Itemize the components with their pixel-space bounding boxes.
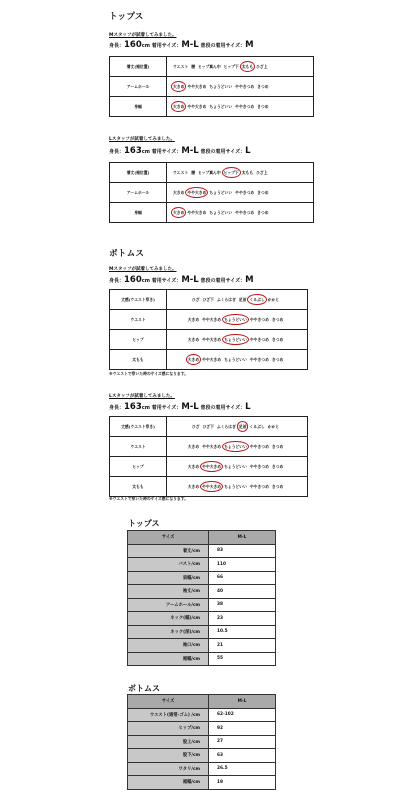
fit-row [110,97,314,117]
measure-value: 38 [209,598,276,612]
tops-m-meta: 身長：160cm 着用サイズ：M-L 普段の着用サイズ：M [109,40,254,50]
measure-key: 裾幅/cm [128,776,209,790]
bottoms-measure-title: ボトムス [128,684,160,693]
table-row [128,585,276,599]
measure-key: 股上/cm [128,735,209,749]
fit-option: きつめ [271,356,284,362]
measure-value: 62-102 [209,708,276,722]
fit-option: ややきつめ [235,103,255,109]
fit-option: きつめ [257,209,269,215]
fit-option: ちょうどいい [209,189,233,195]
fit-option: きつめ [271,443,284,449]
fit-option: きつめ [271,336,284,342]
fit-option: やや大きめ [202,463,222,469]
table-row [128,735,276,749]
fit-option: 太もも [241,169,254,175]
fit-option: ややきつめ [249,336,269,342]
fit-option: ひざ [191,296,200,302]
fit-option: ヒップ真ん中 [197,169,221,175]
fit-option: ちょうどいい [209,103,233,109]
measure-value: 23 [209,612,276,626]
measure-key: 着丈/cm [128,544,209,558]
bottoms-measure-table [127,694,276,790]
table-header-row [128,531,276,545]
fit-option: 大きめ [187,356,200,362]
fit-option: やや大きめ [202,443,222,449]
fit-option: ややきつめ [235,83,255,89]
table-row [128,612,276,626]
tops-l-meta: 身長：163cm 着用サイズ：M-L 普段の着用サイズ：L [109,146,251,156]
fit-option: 太もも [241,63,254,69]
header-size: サイズ [128,695,209,709]
fit-option: きつめ [257,83,269,89]
fit-row [110,203,314,223]
fit-option: ちょうどいい [224,336,247,342]
fit-option: 足首 [238,296,247,302]
bottoms-m-staff-title: Mスタッフが試着してみました。 [109,267,177,272]
table-row [128,571,276,585]
measure-value: 19 [209,776,276,790]
fit-option: 大きめ [187,316,200,322]
bottoms-m-fit-table [109,289,308,370]
fit-option: やや大きめ [202,356,222,362]
table-row [128,776,276,790]
fit-option: きつめ [271,316,284,322]
fit-options [167,417,308,437]
fit-options [167,290,308,310]
measure-key: 裾幅/cm [128,652,209,666]
fit-option: ひざ上 [256,63,268,69]
fit-row-label: アームホール [110,183,167,203]
fit-options [167,163,314,183]
header-ml: M-L [209,695,276,709]
fit-row-label: 太もも [110,350,167,370]
fit-row-label: 着丈(裾位置) [110,163,167,183]
measure-value: 26.5 [209,762,276,776]
fit-row [110,350,308,370]
measure-value: 66 [209,571,276,585]
fit-option: やや大きめ [187,189,207,195]
fit-options [167,437,308,457]
tops-measure-table [127,530,276,666]
header-size: サイズ [128,531,209,545]
fit-option: ややきつめ [235,209,255,215]
fit-option: 大きめ [173,209,185,215]
fit-row-label: 丈感(ウエスト穿き) [110,290,167,310]
fit-row-label: ウエスト [110,310,167,330]
fit-row [110,310,308,330]
fit-options [167,477,308,497]
fit-option: かかと [267,423,280,429]
table-row [128,722,276,736]
fit-row [110,417,308,437]
fit-options [167,310,308,330]
fit-row-label: ヒップ [110,457,167,477]
fit-option: ややきつめ [249,483,269,489]
fit-option: ちょうどいい [224,316,247,322]
fit-row [110,457,308,477]
fit-option: ふくらはぎ [216,296,236,302]
fit-option: やや大きめ [202,316,222,322]
measure-key: 肩幅/cm [128,571,209,585]
fit-row-label: 身幅 [110,203,167,223]
measure-key: 袖丈/cm [128,585,209,599]
tops-l-fit-table [109,162,314,223]
measure-value: 55 [209,652,276,666]
fit-option: ちょうどいい [224,356,247,362]
fit-row-label: 身幅 [110,97,167,117]
bottoms-l-fit-table [109,416,308,497]
fit-option: ちょうどいい [224,443,247,449]
fit-options [167,97,314,117]
fit-option: ややきつめ [235,189,255,195]
table-row [128,598,276,612]
bottoms-section-title: ボトムス [109,249,145,259]
fit-option: 腰 [191,169,195,175]
tops-m-fit-table [109,56,314,117]
measure-key: 股下/cm [128,749,209,763]
fit-option: ひざ下 [202,296,214,302]
fit-options [167,330,308,350]
fit-option: ヒップ下 [223,63,239,69]
fit-row-label: 丈感(ウエスト穿き) [110,417,167,437]
measure-value: 40 [209,585,276,599]
measure-value: 21 [209,639,276,653]
measure-key: ネック(幅)/cm [128,612,209,626]
table-row [128,558,276,572]
fit-options [167,77,314,97]
fit-option: ちょうどいい [209,209,233,215]
fit-option: 大きめ [187,463,200,469]
measure-value: 92 [209,722,276,736]
fit-option: きつめ [271,463,284,469]
fit-option: ウエスト [173,63,189,69]
fit-options [167,203,314,223]
fit-option: かかと [267,296,280,302]
fit-option: ちょうどいい [224,463,247,469]
fit-row-label: アームホール [110,77,167,97]
fit-row-label: 太もも [110,477,167,497]
fit-option: ひざ [191,423,200,429]
table-row [128,762,276,776]
bottoms-l-meta: 身長：163cm 着用サイズ：M-L 普段の着用サイズ：L [109,402,251,412]
fit-row [110,437,308,457]
fit-row [110,163,314,183]
measure-key: バスト/cm [128,558,209,572]
table-row [128,625,276,639]
fit-row [110,290,308,310]
fit-option: きつめ [271,483,284,489]
fit-row-label: 着丈(裾位置) [110,57,167,77]
fit-option: やや大きめ [187,83,207,89]
fit-option: ひざ上 [256,169,268,175]
fit-row [110,183,314,203]
fit-option: ややきつめ [249,316,269,322]
measure-key: 袖口/cm [128,639,209,653]
fit-row-label: ヒップ [110,330,167,350]
table-row [128,708,276,722]
fit-option: 大きめ [187,483,200,489]
measure-value: 110 [209,558,276,572]
table-header-row [128,695,276,709]
fit-options [167,183,314,203]
measure-key: ネック(深)/cm [128,625,209,639]
tops-m-staff-title: Mスタッフが試着してみました。 [109,33,177,38]
fit-row-label: ウエスト [110,437,167,457]
fit-option: やや大きめ [202,336,222,342]
fit-row [110,77,314,97]
table-row [128,749,276,763]
fit-option: ややきつめ [249,356,269,362]
fit-option: くるぶし [249,423,265,429]
fit-option: 大きめ [173,103,185,109]
fit-option: 大きめ [187,443,200,449]
fit-option: ヒップ真ん中 [197,63,221,69]
fit-option: ややきつめ [249,463,269,469]
fit-option: きつめ [257,189,269,195]
fit-option: ウエスト [173,169,189,175]
header-ml: M-L [209,531,276,545]
fit-option: やや大きめ [187,103,207,109]
bottoms-m-note: ※ウエストで穿いた時のサイズ感になります。 [109,371,189,376]
fit-option: ややきつめ [249,443,269,449]
tops-measure-title: トップス [128,519,160,528]
measure-value: 83 [209,544,276,558]
table-row [128,544,276,558]
fit-option: 足首 [238,423,247,429]
fit-row [110,477,308,497]
fit-options [167,457,308,477]
tops-section-title: トップス [109,12,144,22]
fit-row [110,57,314,77]
bottoms-l-note: ※ウエストで穿いた時のサイズ感になります。 [109,496,189,501]
fit-options [167,57,314,77]
fit-option: ちょうどいい [224,483,247,489]
fit-option: 腰 [191,63,195,69]
tops-l-staff-title: Lスタッフが試着してみました。 [109,137,175,142]
fit-option: やや大きめ [202,483,222,489]
fit-option: くるぶし [249,296,265,302]
fit-options [167,350,308,370]
fit-row [110,330,308,350]
fit-option: やや大きめ [187,209,207,215]
measure-key: ウエスト(通常-ゴム) /cm [128,708,209,722]
fit-option: 大きめ [173,189,185,195]
fit-option: ひざ下 [202,423,214,429]
measure-value: 27 [209,735,276,749]
bottoms-m-meta: 身長：160cm 着用サイズ：M-L 普段の着用サイズ：M [109,275,254,285]
measure-key: アームホール/cm [128,598,209,612]
measure-value: 63 [209,749,276,763]
fit-option: ヒップ下 [223,169,239,175]
table-row [128,639,276,653]
fit-option: きつめ [257,103,269,109]
fit-option: ちょうどいい [209,83,233,89]
fit-option: 大きめ [187,336,200,342]
fit-option: 大きめ [173,83,185,89]
measure-key: ワタリ/cm [128,762,209,776]
fit-option: ふくらはぎ [216,423,236,429]
bottoms-l-staff-title: Lスタッフが試着してみました。 [109,394,175,399]
measure-key: ヒップ/cm [128,722,209,736]
measure-value: 10.5 [209,625,276,639]
table-row [128,652,276,666]
